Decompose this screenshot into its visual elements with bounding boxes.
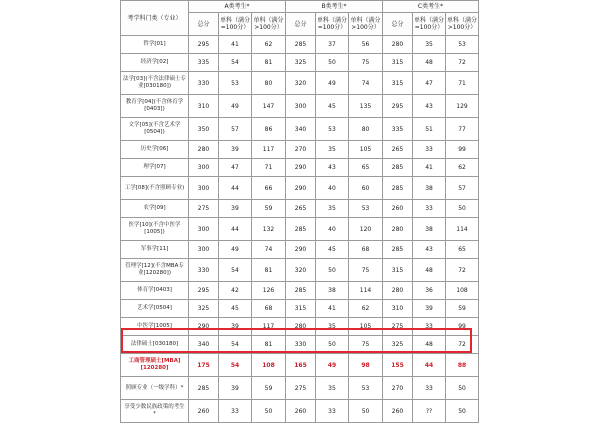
score-cell-b-single-gt100: 105 bbox=[349, 318, 383, 336]
subject-cell: 享受少数民族政策的考生* bbox=[121, 400, 189, 423]
score-cell-b-total: 285 bbox=[286, 282, 316, 300]
score-cell-c-single100: 36 bbox=[413, 282, 446, 300]
table-row bbox=[121, 72, 479, 95]
score-cell-c-single-gt100: 77 bbox=[446, 118, 479, 141]
score-cell-c-total: 280 bbox=[383, 282, 413, 300]
score-cell-b-single-gt100: 80 bbox=[349, 118, 383, 141]
table-row bbox=[121, 300, 479, 318]
table-row bbox=[121, 36, 479, 54]
score-cell-c-single100: 43 bbox=[413, 95, 446, 118]
score-cell-c-single-gt100: 57 bbox=[446, 177, 479, 200]
header-group-a: A类考生* bbox=[189, 1, 286, 13]
score-cell-a-single-gt100: 71 bbox=[252, 159, 286, 177]
table-row bbox=[121, 318, 479, 336]
score-cell-b-single100: 40 bbox=[316, 218, 349, 241]
score-cell-a-total: 300 bbox=[189, 159, 219, 177]
score-cell-b-single100: 40 bbox=[316, 177, 349, 200]
subject-cell: 文学[05](不含艺术学[0504]) bbox=[121, 118, 189, 141]
score-cell-b-total: 280 bbox=[286, 318, 316, 336]
score-cell-a-total: 290 bbox=[189, 318, 219, 336]
score-cell-b-total: 285 bbox=[286, 36, 316, 54]
score-cell-a-single100: 49 bbox=[219, 241, 252, 259]
score-cell-b-single-gt100: 135 bbox=[349, 95, 383, 118]
score-cell-c-total: 315 bbox=[383, 259, 413, 282]
header-total: 总分 bbox=[189, 13, 219, 36]
score-cell-b-single100: 35 bbox=[316, 200, 349, 218]
score-cell-a-single-gt100: 132 bbox=[252, 218, 286, 241]
score-cell-b-single-gt100: 75 bbox=[349, 259, 383, 282]
score-cell-b-total: 290 bbox=[286, 241, 316, 259]
score-cell-a-single-gt100: 80 bbox=[252, 72, 286, 95]
score-cell-a-total: 335 bbox=[189, 54, 219, 72]
score-cell-a-single-gt100: 86 bbox=[252, 118, 286, 141]
score-cell-a-single-gt100: 117 bbox=[252, 318, 286, 336]
score-cell-b-single-gt100: 65 bbox=[349, 159, 383, 177]
score-cell-b-single-gt100: 60 bbox=[349, 177, 383, 200]
score-cell-b-single-gt100: 105 bbox=[349, 141, 383, 159]
score-cell-c-single-gt100: 72 bbox=[446, 336, 479, 354]
score-cell-a-single100: 39 bbox=[219, 200, 252, 218]
score-cell-a-total: 350 bbox=[189, 118, 219, 141]
score-cell-a-single-gt100: 68 bbox=[252, 300, 286, 318]
score-cell-c-single100: 33 bbox=[413, 141, 446, 159]
score-cell-c-single-gt100: 72 bbox=[446, 54, 479, 72]
score-cell-c-total: 270 bbox=[383, 377, 413, 400]
subject-cell: 教育学[04](不含体育学[0403]) bbox=[121, 95, 189, 118]
score-cell-c-single-gt100: 108 bbox=[446, 282, 479, 300]
score-cell-b-single100: 50 bbox=[316, 54, 349, 72]
table-row bbox=[121, 400, 479, 423]
score-cell-a-total: 325 bbox=[189, 300, 219, 318]
table-row bbox=[121, 218, 479, 241]
table-row bbox=[121, 54, 479, 72]
score-cell-c-total: 325 bbox=[383, 336, 413, 354]
score-cell-a-total: 260 bbox=[189, 400, 219, 423]
score-cell-b-single-gt100: 74 bbox=[349, 72, 383, 95]
score-cell-a-single100: 39 bbox=[219, 318, 252, 336]
score-cell-c-single100: 48 bbox=[413, 54, 446, 72]
score-cell-b-single-gt100: 75 bbox=[349, 336, 383, 354]
score-cell-a-single-gt100: 50 bbox=[252, 400, 286, 423]
score-cell-a-single100: 53 bbox=[219, 72, 252, 95]
score-cell-a-total: 285 bbox=[189, 377, 219, 400]
score-cell-b-total: 340 bbox=[286, 118, 316, 141]
score-cell-a-single-gt100: 59 bbox=[252, 377, 286, 400]
subject-cell: 理学[07] bbox=[121, 159, 189, 177]
score-cell-b-single-gt100: 120 bbox=[349, 218, 383, 241]
score-cell-b-single100: 38 bbox=[316, 282, 349, 300]
score-cell-c-single100: 44 bbox=[413, 354, 446, 377]
score-cell-b-single100: 45 bbox=[316, 241, 349, 259]
score-cell-a-single-gt100: 117 bbox=[252, 141, 286, 159]
score-cell-a-single100: 54 bbox=[219, 336, 252, 354]
header-subject: 考学科门类（专业） bbox=[121, 1, 189, 36]
score-cell-c-total: 285 bbox=[383, 159, 413, 177]
score-table-container bbox=[120, 0, 478, 423]
subject-cell: 法学[03](不含法律硕士专业[030180]) bbox=[121, 72, 189, 95]
score-cell-c-single-gt100: 62 bbox=[446, 159, 479, 177]
score-cell-b-single100: 35 bbox=[316, 377, 349, 400]
score-cell-c-single-gt100: 71 bbox=[446, 72, 479, 95]
table-row bbox=[121, 336, 479, 354]
score-cell-b-total: 320 bbox=[286, 259, 316, 282]
score-cell-a-single100: 47 bbox=[219, 159, 252, 177]
score-cell-a-single100: 54 bbox=[219, 54, 252, 72]
score-cell-c-single-gt100: 53 bbox=[446, 36, 479, 54]
score-cell-c-single-gt100: 88 bbox=[446, 354, 479, 377]
score-cell-c-single100: 47 bbox=[413, 72, 446, 95]
score-cell-a-single-gt100: 74 bbox=[252, 241, 286, 259]
score-cell-c-single100: 33 bbox=[413, 377, 446, 400]
score-cell-c-single-gt100: 50 bbox=[446, 400, 479, 423]
score-cell-b-single-gt100: 68 bbox=[349, 241, 383, 259]
table-row-highlighted bbox=[121, 354, 479, 377]
subject-cell: 军事学[11] bbox=[121, 241, 189, 259]
score-cell-c-single-gt100: 50 bbox=[446, 377, 479, 400]
table-row bbox=[121, 259, 479, 282]
score-cell-a-total: 330 bbox=[189, 259, 219, 282]
header-single-100: 单科（满分=100分） bbox=[413, 13, 446, 36]
score-cell-b-single100: 43 bbox=[316, 159, 349, 177]
subject-cell: 医学[10](不含中医学[1005]) bbox=[121, 218, 189, 241]
score-cell-a-total: 295 bbox=[189, 36, 219, 54]
score-cell-c-single100: ?? bbox=[413, 400, 446, 423]
subject-cell: 历史学[06] bbox=[121, 141, 189, 159]
score-cell-c-single-gt100: 59 bbox=[446, 300, 479, 318]
score-cell-b-total: 330 bbox=[286, 336, 316, 354]
score-cell-c-single100: 41 bbox=[413, 159, 446, 177]
score-cell-c-single-gt100: 65 bbox=[446, 241, 479, 259]
score-cell-b-single100: 50 bbox=[316, 259, 349, 282]
subject-cell: 体育学[0403] bbox=[121, 282, 189, 300]
score-cell-c-total: 260 bbox=[383, 200, 413, 218]
table-row bbox=[121, 377, 479, 400]
subject-cell: 艺术学[0504] bbox=[121, 300, 189, 318]
score-cell-c-total: 280 bbox=[383, 36, 413, 54]
table-row bbox=[121, 282, 479, 300]
score-cell-a-single100: 54 bbox=[219, 354, 252, 377]
subject-cell: 经济学[02] bbox=[121, 54, 189, 72]
table-row bbox=[121, 159, 479, 177]
score-cell-b-total: 270 bbox=[286, 141, 316, 159]
score-cell-c-total: 260 bbox=[383, 400, 413, 423]
table-row bbox=[121, 118, 479, 141]
score-cell-b-single-gt100: 50 bbox=[349, 400, 383, 423]
score-cell-b-single100: 49 bbox=[316, 354, 349, 377]
score-cell-a-total: 310 bbox=[189, 95, 219, 118]
score-cell-b-total: 325 bbox=[286, 54, 316, 72]
score-cell-b-single-gt100: 56 bbox=[349, 36, 383, 54]
score-cell-c-single-gt100: 99 bbox=[446, 141, 479, 159]
table-row bbox=[121, 241, 479, 259]
score-cell-b-total: 320 bbox=[286, 72, 316, 95]
header-single-gt100: 单科（满分>100分） bbox=[349, 13, 383, 36]
score-cell-a-total: 330 bbox=[189, 72, 219, 95]
score-cell-a-single-gt100: 126 bbox=[252, 282, 286, 300]
score-cell-a-single-gt100: 66 bbox=[252, 177, 286, 200]
header-total: 总分 bbox=[286, 13, 316, 36]
score-cell-a-total: 300 bbox=[189, 177, 219, 200]
score-cell-b-total: 300 bbox=[286, 95, 316, 118]
score-cell-b-single-gt100: 75 bbox=[349, 54, 383, 72]
score-cell-a-single100: 42 bbox=[219, 282, 252, 300]
score-cell-a-single-gt100: 59 bbox=[252, 200, 286, 218]
score-cell-c-total: 275 bbox=[383, 318, 413, 336]
score-cell-a-single-gt100: 81 bbox=[252, 54, 286, 72]
subject-cell: 哲学[01] bbox=[121, 36, 189, 54]
header-single-100: 单科（满分=100分） bbox=[219, 13, 252, 36]
score-cell-a-total: 300 bbox=[189, 241, 219, 259]
score-cell-c-single100: 39 bbox=[413, 300, 446, 318]
score-cell-a-single100: 44 bbox=[219, 218, 252, 241]
header-total: 总分 bbox=[383, 13, 413, 36]
score-cell-b-single-gt100: 114 bbox=[349, 282, 383, 300]
score-cell-a-single100: 39 bbox=[219, 141, 252, 159]
score-cell-b-single100: 50 bbox=[316, 336, 349, 354]
score-cell-c-total: 335 bbox=[383, 118, 413, 141]
score-cell-a-single100: 45 bbox=[219, 300, 252, 318]
score-cell-b-single100: 33 bbox=[316, 400, 349, 423]
score-cell-b-single-gt100: 53 bbox=[349, 377, 383, 400]
score-cell-b-single100: 35 bbox=[316, 141, 349, 159]
score-cell-b-total: 275 bbox=[286, 377, 316, 400]
score-cell-a-total: 275 bbox=[189, 200, 219, 218]
score-cell-c-single-gt100: 72 bbox=[446, 259, 479, 282]
score-cell-c-single-gt100: 50 bbox=[446, 200, 479, 218]
score-cell-a-single100: 44 bbox=[219, 177, 252, 200]
score-cell-a-total: 295 bbox=[189, 282, 219, 300]
header-single-gt100: 单科（满分>100分） bbox=[252, 13, 286, 36]
score-cell-c-total: 315 bbox=[383, 54, 413, 72]
score-cell-c-single100: 35 bbox=[413, 36, 446, 54]
score-cell-b-single100: 45 bbox=[316, 95, 349, 118]
score-cell-b-total: 290 bbox=[286, 177, 316, 200]
score-cell-a-single100: 33 bbox=[219, 400, 252, 423]
score-cell-b-single-gt100: 53 bbox=[349, 200, 383, 218]
score-cell-c-total: 265 bbox=[383, 141, 413, 159]
score-cell-a-single100: 54 bbox=[219, 259, 252, 282]
table-row bbox=[121, 177, 479, 200]
score-cell-b-single-gt100: 98 bbox=[349, 354, 383, 377]
subject-cell: 照顾专业（一级学科）* bbox=[121, 377, 189, 400]
score-cell-c-single100: 33 bbox=[413, 318, 446, 336]
score-cell-c-single-gt100: 114 bbox=[446, 218, 479, 241]
subject-cell: 管理学[12](不含MBA专业[120280]) bbox=[121, 259, 189, 282]
score-cell-a-total: 300 bbox=[189, 218, 219, 241]
subject-cell: 农学[09] bbox=[121, 200, 189, 218]
score-cell-c-single100: 48 bbox=[413, 259, 446, 282]
score-cell-b-single100: 53 bbox=[316, 118, 349, 141]
score-cell-c-total: 280 bbox=[383, 218, 413, 241]
score-cell-c-single100: 38 bbox=[413, 218, 446, 241]
header-row-groups bbox=[121, 1, 479, 13]
score-cell-c-total: 295 bbox=[383, 95, 413, 118]
subject-cell: 工商管理硕士[MBA][120280] bbox=[121, 354, 189, 377]
score-cell-c-total: 310 bbox=[383, 300, 413, 318]
subject-cell: 法律硕士[030180] bbox=[121, 336, 189, 354]
score-cell-b-single100: 35 bbox=[316, 318, 349, 336]
table-row bbox=[121, 141, 479, 159]
score-cell-c-single100: 51 bbox=[413, 118, 446, 141]
score-cell-b-total: 260 bbox=[286, 400, 316, 423]
score-cell-c-total: 285 bbox=[383, 241, 413, 259]
score-cell-a-single100: 41 bbox=[219, 36, 252, 54]
header-single-100: 单科（满分=100分） bbox=[316, 13, 349, 36]
score-cell-c-single100: 48 bbox=[413, 336, 446, 354]
score-cell-b-total: 285 bbox=[286, 218, 316, 241]
score-cell-b-single100: 49 bbox=[316, 72, 349, 95]
table-body bbox=[121, 36, 479, 423]
score-cell-b-single100: 37 bbox=[316, 36, 349, 54]
score-cell-b-total: 315 bbox=[286, 300, 316, 318]
score-table bbox=[120, 0, 479, 423]
header-group-c: C类考生* bbox=[383, 1, 479, 13]
score-cell-a-single-gt100: 62 bbox=[252, 36, 286, 54]
table-row bbox=[121, 95, 479, 118]
score-cell-b-total: 265 bbox=[286, 200, 316, 218]
score-cell-a-single-gt100: 147 bbox=[252, 95, 286, 118]
score-cell-a-total: 175 bbox=[189, 354, 219, 377]
score-cell-b-total: 290 bbox=[286, 159, 316, 177]
score-cell-a-single100: 49 bbox=[219, 95, 252, 118]
score-cell-c-single100: 33 bbox=[413, 200, 446, 218]
score-cell-a-single-gt100: 108 bbox=[252, 354, 286, 377]
header-group-b: B类考生* bbox=[286, 1, 383, 13]
score-cell-c-single100: 43 bbox=[413, 241, 446, 259]
score-cell-b-single100: 41 bbox=[316, 300, 349, 318]
score-cell-a-single100: 39 bbox=[219, 377, 252, 400]
header-single-gt100: 单科（满分>100分） bbox=[446, 13, 479, 36]
subject-cell: 工学[08](不含照顾专业) bbox=[121, 177, 189, 200]
table-row bbox=[121, 200, 479, 218]
score-cell-a-total: 340 bbox=[189, 336, 219, 354]
subject-cell: 中医学[1005] bbox=[121, 318, 189, 336]
score-cell-a-single-gt100: 81 bbox=[252, 336, 286, 354]
score-cell-c-single-gt100: 129 bbox=[446, 95, 479, 118]
score-cell-b-total: 165 bbox=[286, 354, 316, 377]
score-cell-c-single100: 38 bbox=[413, 177, 446, 200]
score-cell-a-total: 280 bbox=[189, 141, 219, 159]
score-cell-a-single-gt100: 81 bbox=[252, 259, 286, 282]
score-cell-c-total: 155 bbox=[383, 354, 413, 377]
score-cell-b-single-gt100: 62 bbox=[349, 300, 383, 318]
score-cell-c-total: 285 bbox=[383, 177, 413, 200]
score-cell-a-single100: 57 bbox=[219, 118, 252, 141]
score-cell-c-single-gt100: 99 bbox=[446, 318, 479, 336]
score-cell-c-total: 315 bbox=[383, 72, 413, 95]
